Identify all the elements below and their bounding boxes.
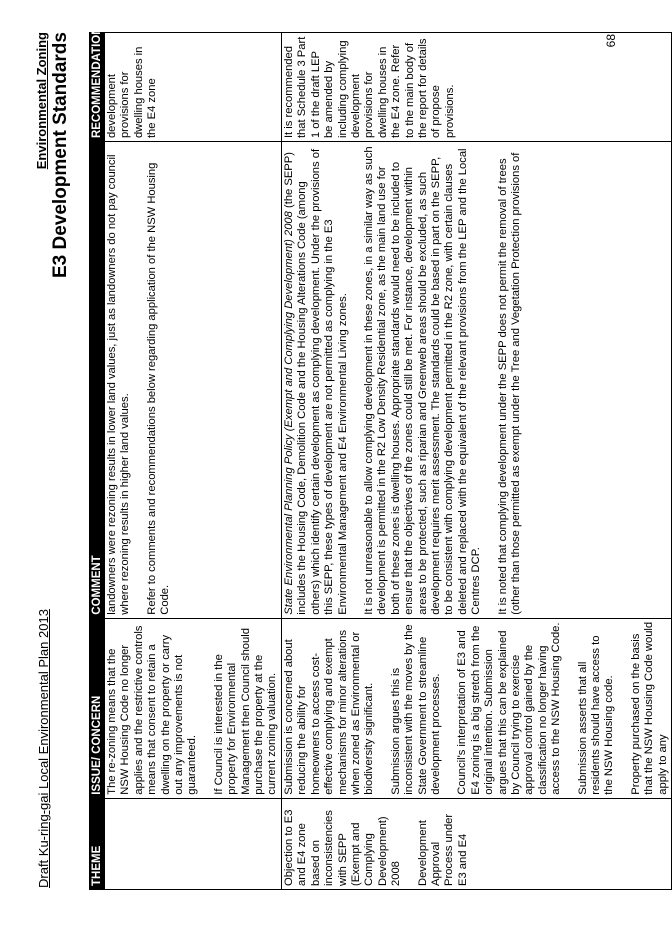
column-header-comment: COMMENT — [90, 142, 105, 619]
table-header-row — [90, 33, 105, 890]
submissions-table — [89, 26, 672, 890]
issue-text: Submission is concerned about reducing the ability for homeowners to access cost-effective complying and exempt mechanisms for minor alterations when zoned as Environmental or biodiversity significant. — [282, 629, 376, 795]
issue-text: If Council is interested in the property for Environmental Management then Council should purchase the property at the current zoning valuation. — [212, 628, 279, 795]
sepp-title: State Environmental Planning Policy (Exempt and Complying Development) 2008 — [282, 211, 295, 615]
issue-text: Council's interpretation of E3 and E4 zoning is a big stretch from the original intention. Submission argues that this can be explained by Council trying to exercise approval control gained by the classification no longer having access to the NSW Housing Code. — [456, 622, 563, 795]
section-heading: Environmental Zoning — [34, 32, 49, 170]
comment-cell — [281, 142, 671, 619]
comment-cell — [105, 142, 282, 619]
document-title: Draft Ku-ring-gai Local Environmental Plan 2013 — [36, 609, 51, 888]
theme-cell — [281, 798, 671, 889]
page-title: E3 Development Standards — [50, 32, 71, 279]
column-header-issue: ISSUE/ CONCERN — [90, 618, 105, 798]
recommendation-cell — [281, 33, 671, 142]
page-number: 68 — [604, 34, 618, 48]
comment-text — [283, 145, 350, 615]
issue-text: Submission asserts that all residents should have access to the NSW Housing code. — [576, 635, 616, 795]
recommendation-cell — [105, 33, 282, 142]
issue-cell — [105, 618, 282, 798]
table-row — [281, 33, 671, 890]
column-header-theme: THEME — [90, 798, 105, 889]
recommendation-text: development provisions for dwelling houses in the E4 zone — [106, 46, 159, 139]
issue-text: The re-zoning means that the NSW Housing Code no longer applies and the restrictive controls means that consent to retain a dwelling on the property or carry out any improvements is not guaranteed. — [106, 625, 199, 795]
issue-text: Submission argues this is inconsistent with the moves by the State Government to streamline development processes. — [389, 624, 442, 795]
comment-text: It is not unreasonable to allow complying development in these zones, in a similar way as such development is permitted in the R2 Low Density Residential zone, as the main land use for both of these zones is dwelling houses. Appropriate standards would need to be included to ensure that the objectives of the zones could still be met. For instance, development within areas to be protected, such as riparian and Greenweb areas should be excluded, as such development requires merit assessment. The standards could be based in part on the SEPP, to be consistent with complying development permitted in the R2 zone, with certain clauses deleted and replaced with the equivalent of the relevant provisions from the LEP and the Local Centres DCP. — [362, 146, 483, 615]
recommendation-text: It is recommended that Schedule 3 Part 1 of the draft LEP be amended by including complying development provisions for dwelling houses in the E4 zone. Refer to the main body of the report for details of propose provisions. — [282, 36, 456, 139]
comment-text: It is noted that complying development under the SEPP does not permit the removal of trees (other than those permitted as exempt under the Tree and Vegetation Protection provisions of — [496, 152, 522, 615]
column-header-recommendation: RECOMMENDATION — [90, 33, 105, 142]
issue-cell — [281, 618, 671, 798]
comment-text: Refer to comments and recommendations below regarding application of the NSW Housing Code. — [145, 162, 172, 615]
comment-text-continued: (the SEPP) includes the Housing Code, Demolition Code and the Housing Alterations Code (among others) which identify certain development as complying development. Under the provisions of this SEPP, these types of development are not permitted as complying in the E3 Environmental Management and E4 Environmental Living zones. — [282, 148, 349, 615]
table-row — [105, 33, 282, 890]
issue-text: Property purchased on the basis that the NSW Housing Code would apply to any — [629, 621, 669, 795]
comment-text: landowners were rezoning results in lower land values, just as landowners do not pay council where rezoning results in higher land values. — [106, 154, 132, 615]
theme-text: Development Approval Process under E3 and E4 — [416, 813, 469, 886]
theme-cell — [105, 798, 282, 889]
theme-text: Objection to E3 and E4 zone based on inconsistencies with SEPP (Exempt and Complying Development) 2008 — [282, 809, 403, 886]
